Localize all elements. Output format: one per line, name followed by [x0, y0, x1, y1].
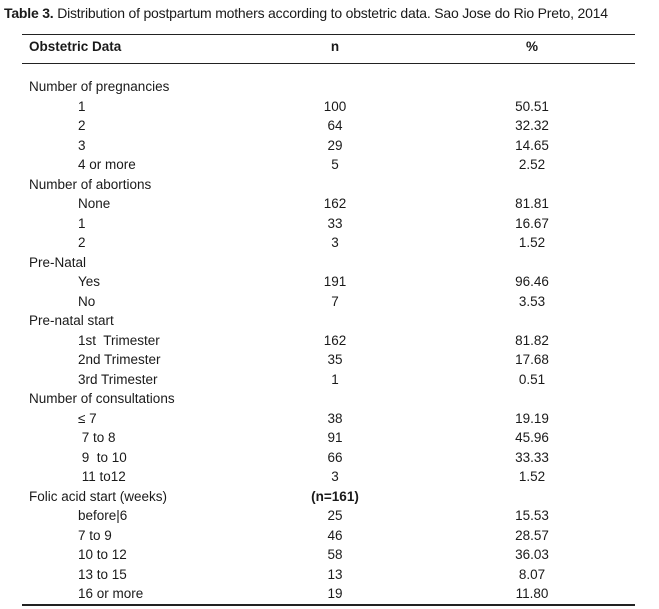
- table-row: [0, 116, 659, 136]
- table-section-row: [0, 77, 659, 97]
- percent-cell: 1.52: [518, 469, 546, 484]
- table-row: [0, 584, 659, 604]
- caption-label: Table 3.: [4, 5, 54, 21]
- table-row: [0, 428, 659, 448]
- table-row: [0, 97, 659, 117]
- n-cell: 46: [327, 527, 343, 543]
- n-cell: 162: [323, 332, 347, 348]
- n-cell: 19: [327, 586, 343, 601]
- row-label: 2: [78, 235, 86, 250]
- table-row: [0, 233, 659, 253]
- row-label: 4 or more: [78, 157, 136, 172]
- n-cell: (n=161): [311, 488, 359, 504]
- table-row: [0, 370, 659, 390]
- header-n: n: [330, 39, 340, 54]
- table-section-row: [0, 389, 659, 409]
- header-percent: %: [525, 39, 538, 54]
- row-label: No: [78, 293, 96, 309]
- percent-cell: 11.80: [515, 586, 549, 601]
- table-row: [0, 448, 659, 468]
- row-label: 1: [78, 98, 86, 114]
- section-label: Folic acid start (weeks): [29, 488, 168, 504]
- percent-cell: 1.52: [518, 235, 546, 250]
- header-rule: [22, 63, 635, 64]
- percent-cell: 19.19: [515, 410, 549, 426]
- percent-cell: 0.51: [518, 371, 546, 387]
- percent-cell: 8.07: [518, 566, 546, 582]
- table-row: [0, 467, 659, 487]
- section-label: Number of pregnancies: [29, 79, 170, 94]
- percent-cell: 14.65: [515, 137, 549, 153]
- row-label: 7 to 8: [78, 430, 116, 445]
- n-cell: 58: [327, 547, 343, 562]
- table-caption: [4, 4, 654, 22]
- table-row: [0, 331, 659, 351]
- percent-cell: 17.68: [515, 352, 549, 367]
- percent-cell: 81.82: [515, 332, 549, 348]
- n-cell: 35: [327, 352, 343, 367]
- row-label: 16 or more: [78, 586, 144, 601]
- row-label: ≤ 7: [78, 410, 97, 426]
- table-row: [0, 292, 659, 312]
- percent-cell: 32.32: [515, 118, 549, 133]
- table-row: [0, 194, 659, 214]
- table-row: [0, 565, 659, 585]
- table-section-row: [0, 175, 659, 195]
- table-row: [0, 272, 659, 292]
- caption-text: Distribution of postpartum mothers according to obstetric data. Sao Jose do Rio Preto, 2014: [53, 5, 608, 21]
- n-cell: 91: [327, 430, 343, 445]
- n-cell: 1: [331, 371, 339, 387]
- percent-cell: 16.67: [515, 215, 549, 231]
- table-row: [0, 506, 659, 526]
- n-cell: 25: [327, 508, 343, 523]
- percent-cell: 45.96: [515, 430, 549, 445]
- section-label: Pre-natal start: [29, 313, 114, 328]
- row-label: 10 to 12: [78, 547, 127, 562]
- n-cell: 3: [331, 235, 339, 250]
- row-label: 13 to 15: [78, 566, 127, 582]
- section-label: Pre-Natal: [29, 254, 87, 270]
- table-section-row: [0, 487, 659, 507]
- row-label: None: [78, 196, 111, 211]
- row-label: Yes: [78, 274, 101, 289]
- header-obstetric-data: Obstetric Data: [29, 39, 122, 54]
- table-section-row: [0, 311, 659, 331]
- section-label: Number of consultations: [29, 391, 175, 406]
- table-top-rule: [22, 34, 635, 35]
- n-cell: 162: [323, 196, 347, 211]
- n-cell: 66: [327, 449, 343, 465]
- n-cell: 33: [327, 215, 343, 231]
- row-label: 2nd Trimester: [78, 352, 161, 367]
- table-section-row: [0, 253, 659, 273]
- table-row: [0, 136, 659, 156]
- percent-cell: 96.46: [515, 274, 549, 289]
- section-label: Number of abortions: [29, 176, 152, 192]
- n-cell: 5: [331, 157, 339, 172]
- percent-cell: 3.53: [518, 293, 546, 309]
- row-label: 3rd Trimester: [78, 371, 158, 387]
- row-label: 9 to 10: [78, 449, 127, 465]
- n-cell: 38: [327, 410, 343, 426]
- percent-cell: 2.52: [518, 157, 546, 172]
- percent-cell: 81.81: [515, 196, 549, 211]
- row-label: before|6: [78, 508, 128, 523]
- n-cell: 191: [323, 274, 347, 289]
- table-row: [0, 545, 659, 565]
- row-label: 7 to 9: [78, 527, 112, 543]
- row-label: 2: [78, 118, 86, 133]
- table-row: [0, 155, 659, 175]
- percent-cell: 33.33: [515, 449, 549, 465]
- table-row: [0, 526, 659, 546]
- percent-cell: 50.51: [515, 98, 549, 114]
- n-cell: 29: [327, 137, 343, 153]
- n-cell: 13: [327, 566, 343, 582]
- table-row: [0, 214, 659, 234]
- row-label: 1st Trimester: [78, 332, 160, 348]
- n-cell: 64: [327, 118, 343, 133]
- table-row: [0, 409, 659, 429]
- n-cell: 100: [323, 98, 347, 114]
- row-label: 11 to12: [78, 469, 126, 484]
- table-body: [0, 77, 659, 604]
- table-bottom-rule: [22, 604, 635, 606]
- row-label: 1: [78, 215, 86, 231]
- table-row: [0, 350, 659, 370]
- row-label: 3: [78, 137, 86, 153]
- percent-cell: 28.57: [515, 527, 549, 543]
- n-cell: 7: [331, 293, 339, 309]
- percent-cell: 15.53: [515, 508, 549, 523]
- n-cell: 3: [331, 469, 339, 484]
- percent-cell: 36.03: [515, 547, 549, 562]
